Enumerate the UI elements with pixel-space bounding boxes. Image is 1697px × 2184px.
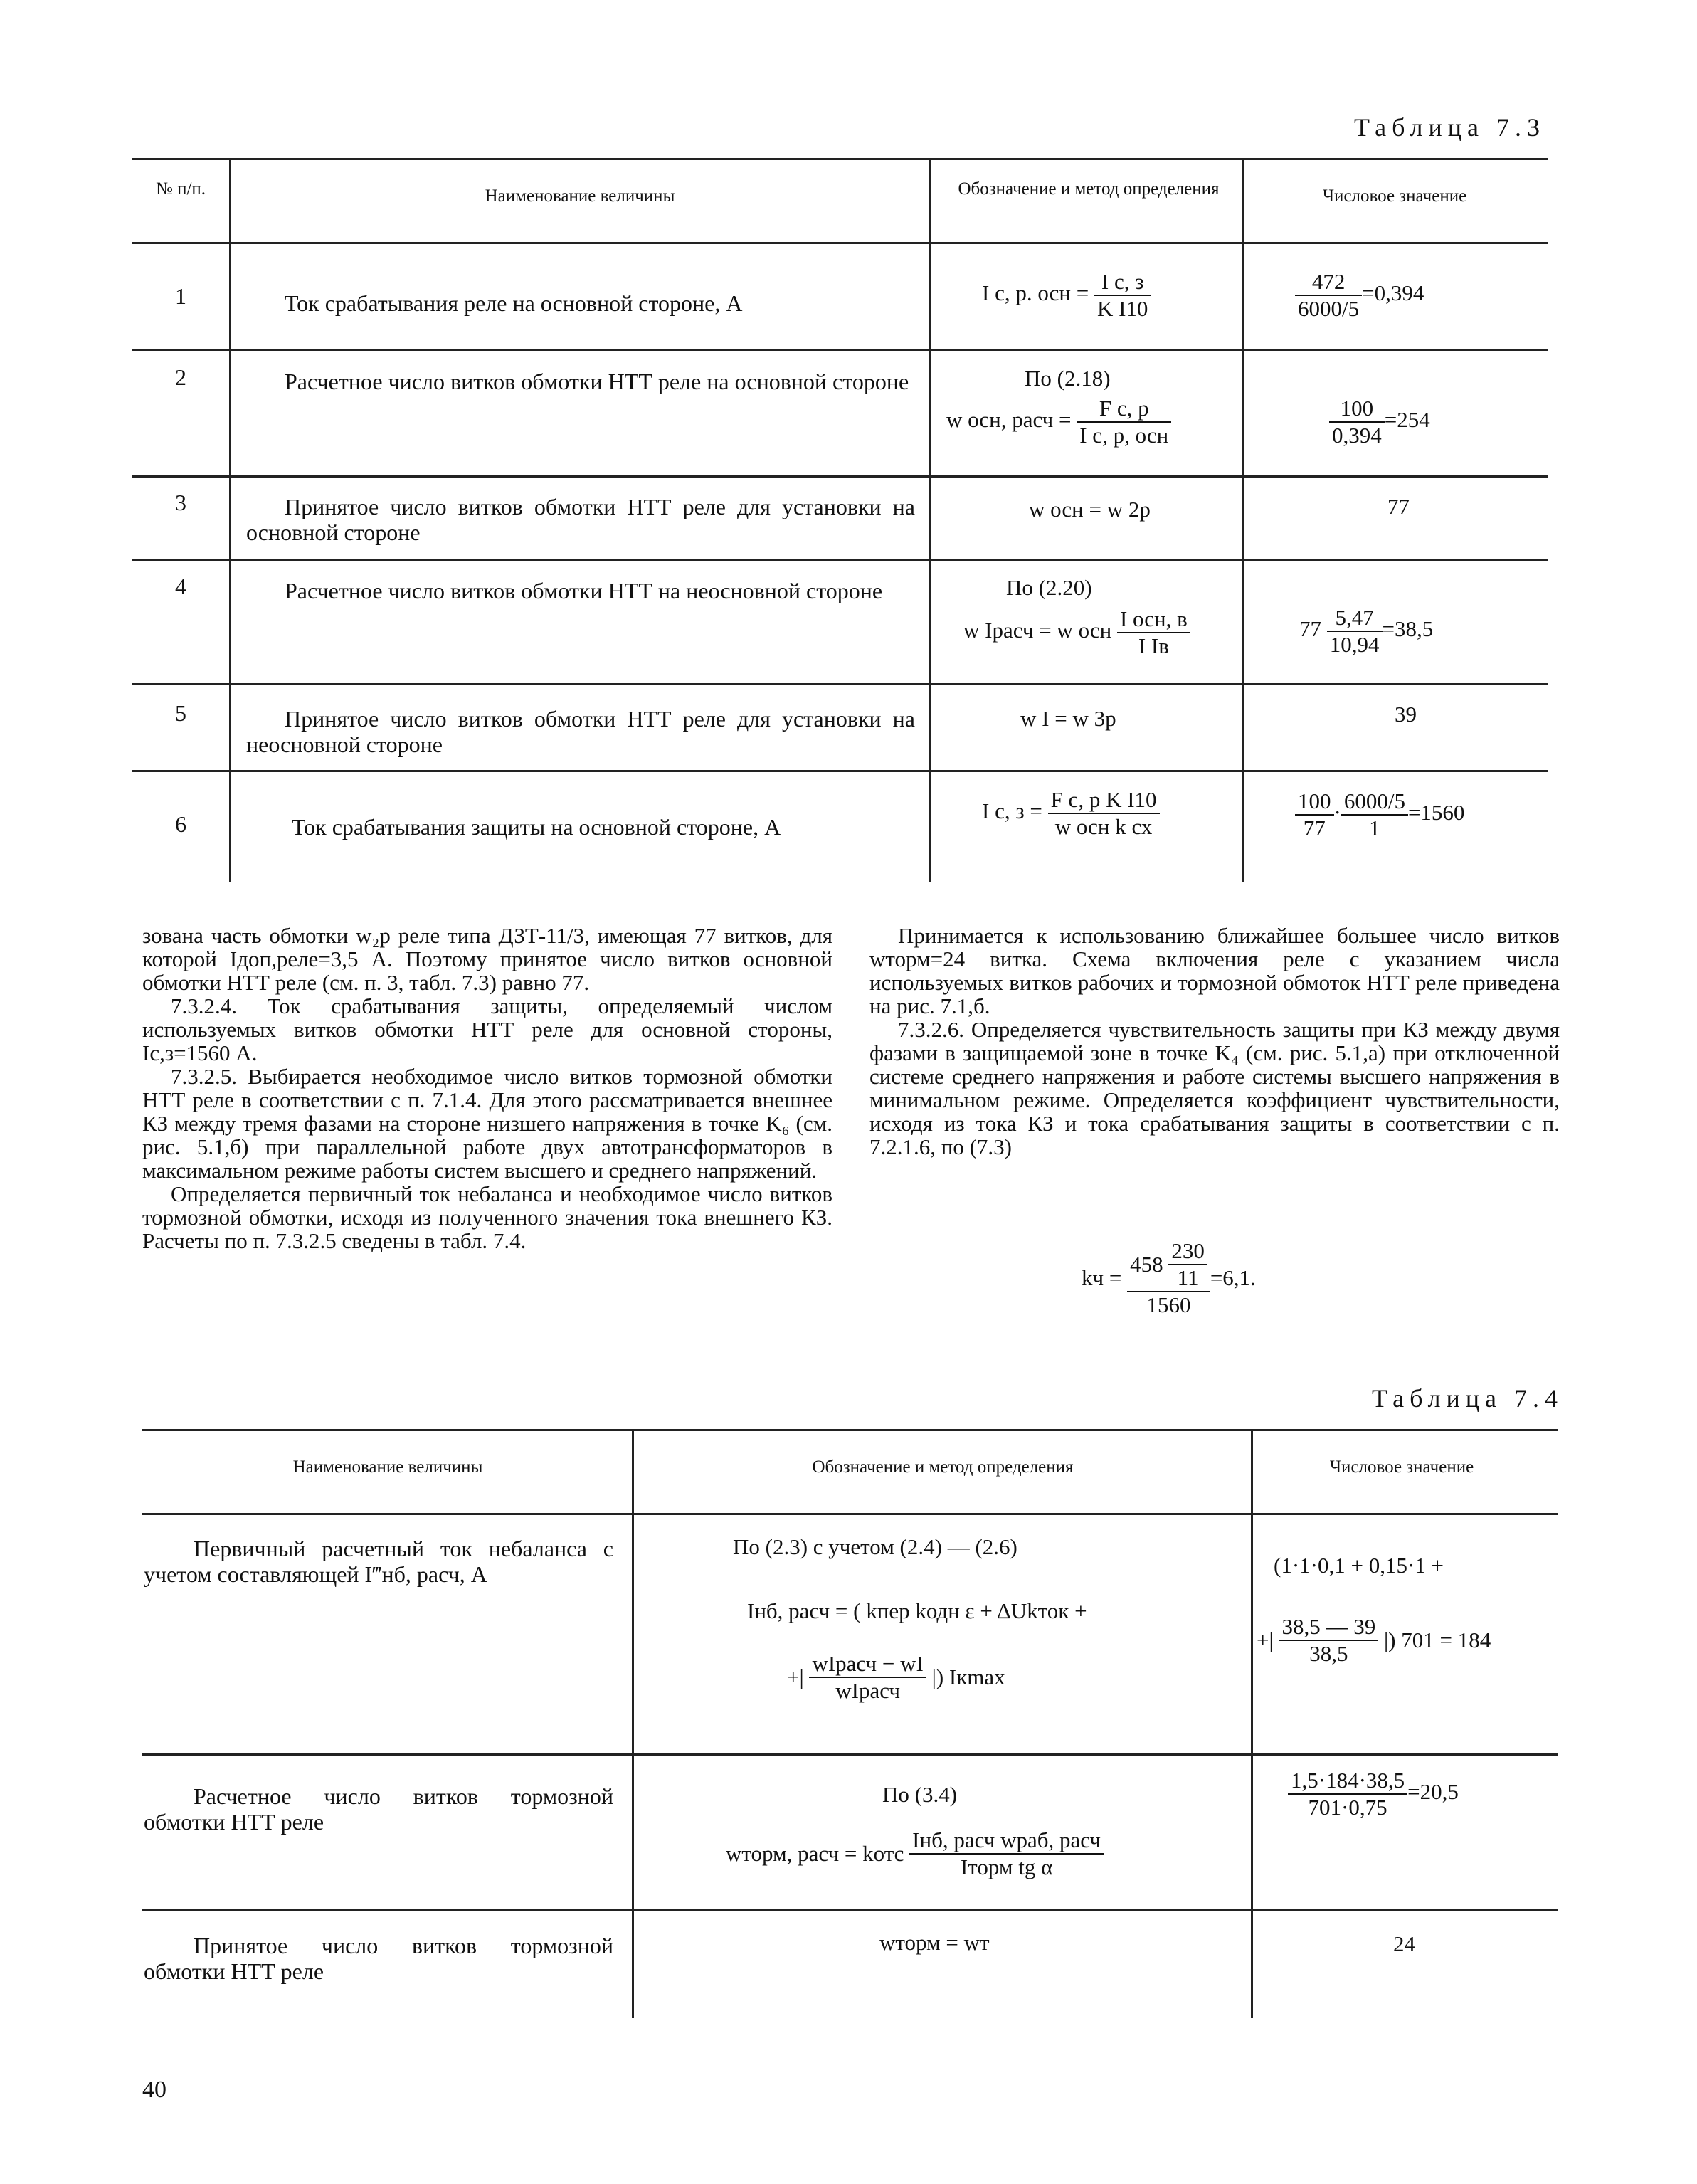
paragraph: 7.3.2.6. Определяется чувствительность защиты при КЗ между двумя фазами в защищаемой зоне в точке K₄ (см. рис. 5.1,а) при отключенной системе среднего напряжения и работе системы высшего напряжения в минимальном режиме. Определяется коэффициент чувствительности, исходя из тока КЗ и тока срабатывания защиты в соответствии с п. 7.2.1.6, по (7.3) xyxy=(869,1017,1560,1159)
table-7-4-caption: Таблица 7.4 xyxy=(1372,1384,1563,1413)
method-formula-1: I с, р. осн = $\frac{\text{I с, з}}{\text{K I10}}$ xyxy=(982,269,1151,322)
table-row-number: 3 xyxy=(175,490,186,515)
table-7-4-header-value: Числовое значение xyxy=(1329,1457,1474,1477)
paragraph: Определяется первичный ток небаланса и необходимое число витков тормозной обмотки, исходя из полученного значения тока внешнего КЗ. Расчеты по п. 7.3.2.5 сведены в табл. 7.4. xyxy=(142,1181,832,1253)
method-formula-3: w осн = w 2р xyxy=(1029,497,1151,522)
method-formula-frac: +| $\frac{\text{wIрасч − wI}}{\text{wIрасч}}$ |) Iкmax xyxy=(787,1651,1005,1703)
value-line: (1·1·0,1 + 0,15·1 + xyxy=(1274,1553,1444,1578)
table-row-name: Ток срабатывания реле на основной стороне, А xyxy=(285,290,743,316)
table-row-name: Ток срабатывания защиты на основной стороне, А xyxy=(292,814,781,840)
table-row-number: 4 xyxy=(175,574,186,599)
table-row-name: Расчетное число витков обмотки НТТ на неосновной стороне xyxy=(285,578,883,603)
method-ref: По (2.3) с учетом (2.4) — (2.6) xyxy=(733,1534,1017,1559)
method-formula-5: w I = w 3р xyxy=(1020,706,1116,731)
table-row-name: Принятое число витков тормозной обмотки НТТ реле xyxy=(144,1933,613,1984)
table-7-3-header-no: № п/п. xyxy=(155,179,206,199)
value-4: 77 $\frac{5,47}{10,94}$ =38,5 xyxy=(1299,605,1434,657)
paragraph: 7.3.2.4. Ток срабатывания защиты, определяемый числом используемых витков обмотки НТТ реле для основной стороны, Iс,з=1560 А. xyxy=(142,993,832,1065)
method-formula-6: I с, з = $\frac{\text{F с, р K I10}}{\text{w осн k сх}}$ xyxy=(982,787,1160,840)
table-row-name: Первичный расчетный ток небаланса с учетом составляющей I‴нб, расч, А xyxy=(144,1536,613,1587)
right-column-text xyxy=(869,924,1560,1159)
method-formula-4: w Iрасч = w осн $\frac{\text{I осн, в}}{\text{I Iв}}$ xyxy=(963,606,1190,659)
kch-formula: kч = 458 $\frac{230}{11}$ 1560 =6,1. xyxy=(1082,1238,1256,1317)
method-ref: По (3.4) xyxy=(882,1782,958,1807)
value-3: 24 xyxy=(1393,1931,1415,1956)
value-3: 77 xyxy=(1387,494,1410,519)
page-number: 40 xyxy=(142,2077,166,2103)
value-2: $\frac{1,5\cdot 184\cdot 38,5}{701\cdot 0,75}$ =20,5 xyxy=(1288,1768,1459,1820)
table-row-number: 6 xyxy=(175,811,186,837)
table-row-name: Принятое число витков обмотки НТТ реле для установки на основной стороне xyxy=(246,494,915,545)
table-7-3-caption: Таблица 7.3 xyxy=(1354,113,1545,142)
table-row-name: Расчетное число витков тормозной обмотки НТТ реле xyxy=(144,1783,613,1835)
method-formula: wторм = wт xyxy=(879,1930,990,1955)
value-6: $\frac{100}{77}$ · $\frac{6000/5}{1}$ =1560 xyxy=(1295,788,1464,841)
table-7-4-header-method: Обозначение и метод определения xyxy=(812,1457,1074,1477)
value-1: $\frac{472}{6000/5}$ =0,394 xyxy=(1295,269,1424,322)
table-7-3-header-value: Числовое значение xyxy=(1322,186,1467,206)
paragraph: Принимается к использованию ближайшее большее число витков wторм=24 витка. Схема включения реле с указанием числа используемых витков рабочих и тормозной обмоток НТТ реле приведена на рис. 7.1,б. xyxy=(869,923,1560,1018)
table-row-number: 5 xyxy=(175,700,186,726)
table-7-4-header-name: Наименование величины xyxy=(292,1457,483,1477)
method-formula-2: w осн, расч = $\frac{\text{F с, р}}{\text{I с, р, осн}}$ xyxy=(946,396,1171,448)
value-frac: +| $\frac{38,5 — 39}{38,5}$ |) 701 = 184 xyxy=(1257,1614,1491,1666)
left-column-text xyxy=(142,924,832,1252)
method-ref-2: По (2.18) xyxy=(1025,366,1111,391)
value-2: $\frac{100}{0,394}$ =254 xyxy=(1329,396,1430,448)
value-5: 39 xyxy=(1395,702,1417,727)
method-formula-line: Iнб, расч = ( kпер kодн ε + ΔUkток + xyxy=(747,1598,1087,1623)
method-ref-4: По (2.20) xyxy=(1006,575,1092,600)
table-7-3-header-method: Обозначение и метод определения xyxy=(958,179,1220,199)
paragraph: 7.3.2.5. Выбирается необходимое число витков тормозной обмотки НТТ реле в соответствии с п. 7.1.4. Для этого рассматривается внешнее КЗ между тремя фазами на стороне низшего напряжения в точке K₆ (см. рис. 5.1,б) при параллельной работе двух автотрансформаторов в максимальном режиме работы систем высшего и среднего напряжений. xyxy=(142,1064,832,1183)
table-row-name: Принятое число витков обмотки НТТ реле для установки на неосновной стороне xyxy=(246,706,915,757)
table-row-name: Расчетное число витков обмотки НТТ реле на основной стороне xyxy=(285,369,909,394)
method-formula: wторм, расч = kотс $\frac{\text{Iнб, расч wраб, расч}}{\text{Iторм tg α}}$ xyxy=(726,1827,1104,1880)
table-row-number: 2 xyxy=(175,364,186,390)
table-row-number: 1 xyxy=(175,283,186,309)
paragraph: зована часть обмотки w₂р реле типа ДЗТ-11/3, имеющая 77 витков, для которой Iдоп,реле=3,5 А. Поэтому принятое число витков основной обмотки НТТ реле (см. п. 3, табл. 7.3) равно 77. xyxy=(142,923,832,995)
table-7-3-header-name: Наименование величины xyxy=(485,186,675,206)
